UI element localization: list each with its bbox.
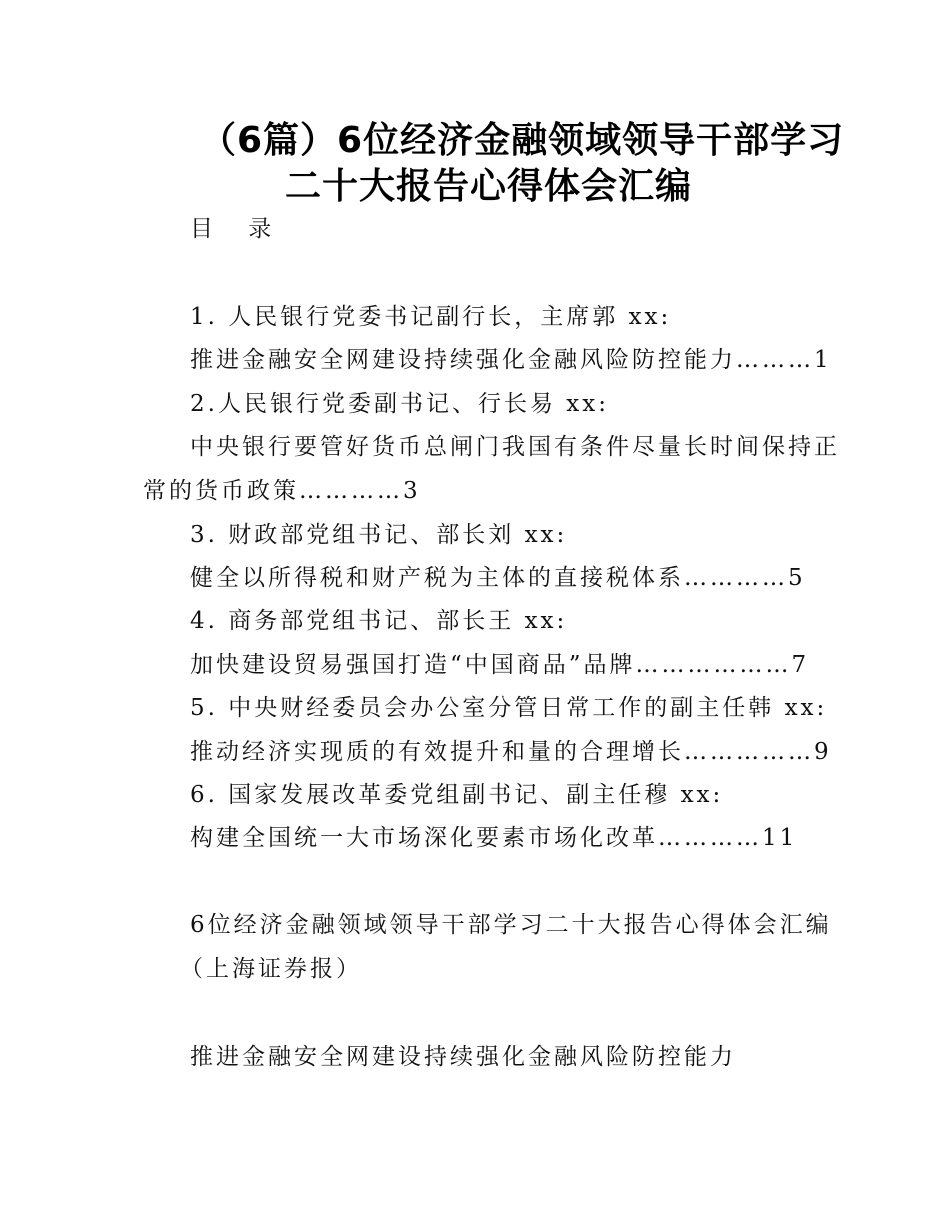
toc-entry-2-title-line-2: 常的货币政策…………3 [143,478,421,504]
toc-entry-1-title: 推进金融安全网建设持续强化金融风险防控能力………1 [190,347,832,373]
toc-entry-4-author: 4. 商务部党组书记、部长王 xx: [190,608,568,634]
document-title-line-1: （6篇）6位经济金融领域领导干部学习 [200,120,845,161]
toc-entry-5-author: 5. 中央财经委员会办公室分管日常工作的副主任韩 xx: [190,695,828,721]
toc-entry-2-author: 2.人民银行党委副书记、行长易 xx: [190,391,609,417]
document-title-line-2: 二十大报告心得体会汇编 [285,166,693,207]
toc-entry-5-title: 推动经济实现质的有效提升和量的合理增长……………9 [190,739,832,765]
toc-entry-6-author: 6. 国家发展改革委党组副书记、副主任穆 xx: [190,782,724,808]
body-heading: 6位经济金融领域领导干部学习二十大报告心得体会汇编 [190,912,832,938]
toc-entry-3-title: 健全以所得税和财产税为主体的直接税体系…………5 [190,565,806,591]
toc-entry-3-author: 3. 财政部党组书记、部长刘 xx: [190,522,568,548]
toc-entry-2-title-line-1: 中央银行要管好货币总闸门我国有条件尽量长时间保持正 [190,434,840,460]
body-source: （上海证券报） [180,956,362,982]
toc-entry-6-title: 构建全国统一大市场深化要素市场化改革…………11 [190,825,798,851]
toc-entry-4-title: 加快建设贸易强国打造“中国商品”品牌………………7 [190,652,810,678]
toc-heading: 目 录 [190,216,286,242]
toc-entry-1-author: 1. 人民银行党委书记副行长，主席郭 xx: [190,304,672,330]
section-title: 推进金融安全网建设持续强化金融风险防控能力 [190,1044,736,1070]
